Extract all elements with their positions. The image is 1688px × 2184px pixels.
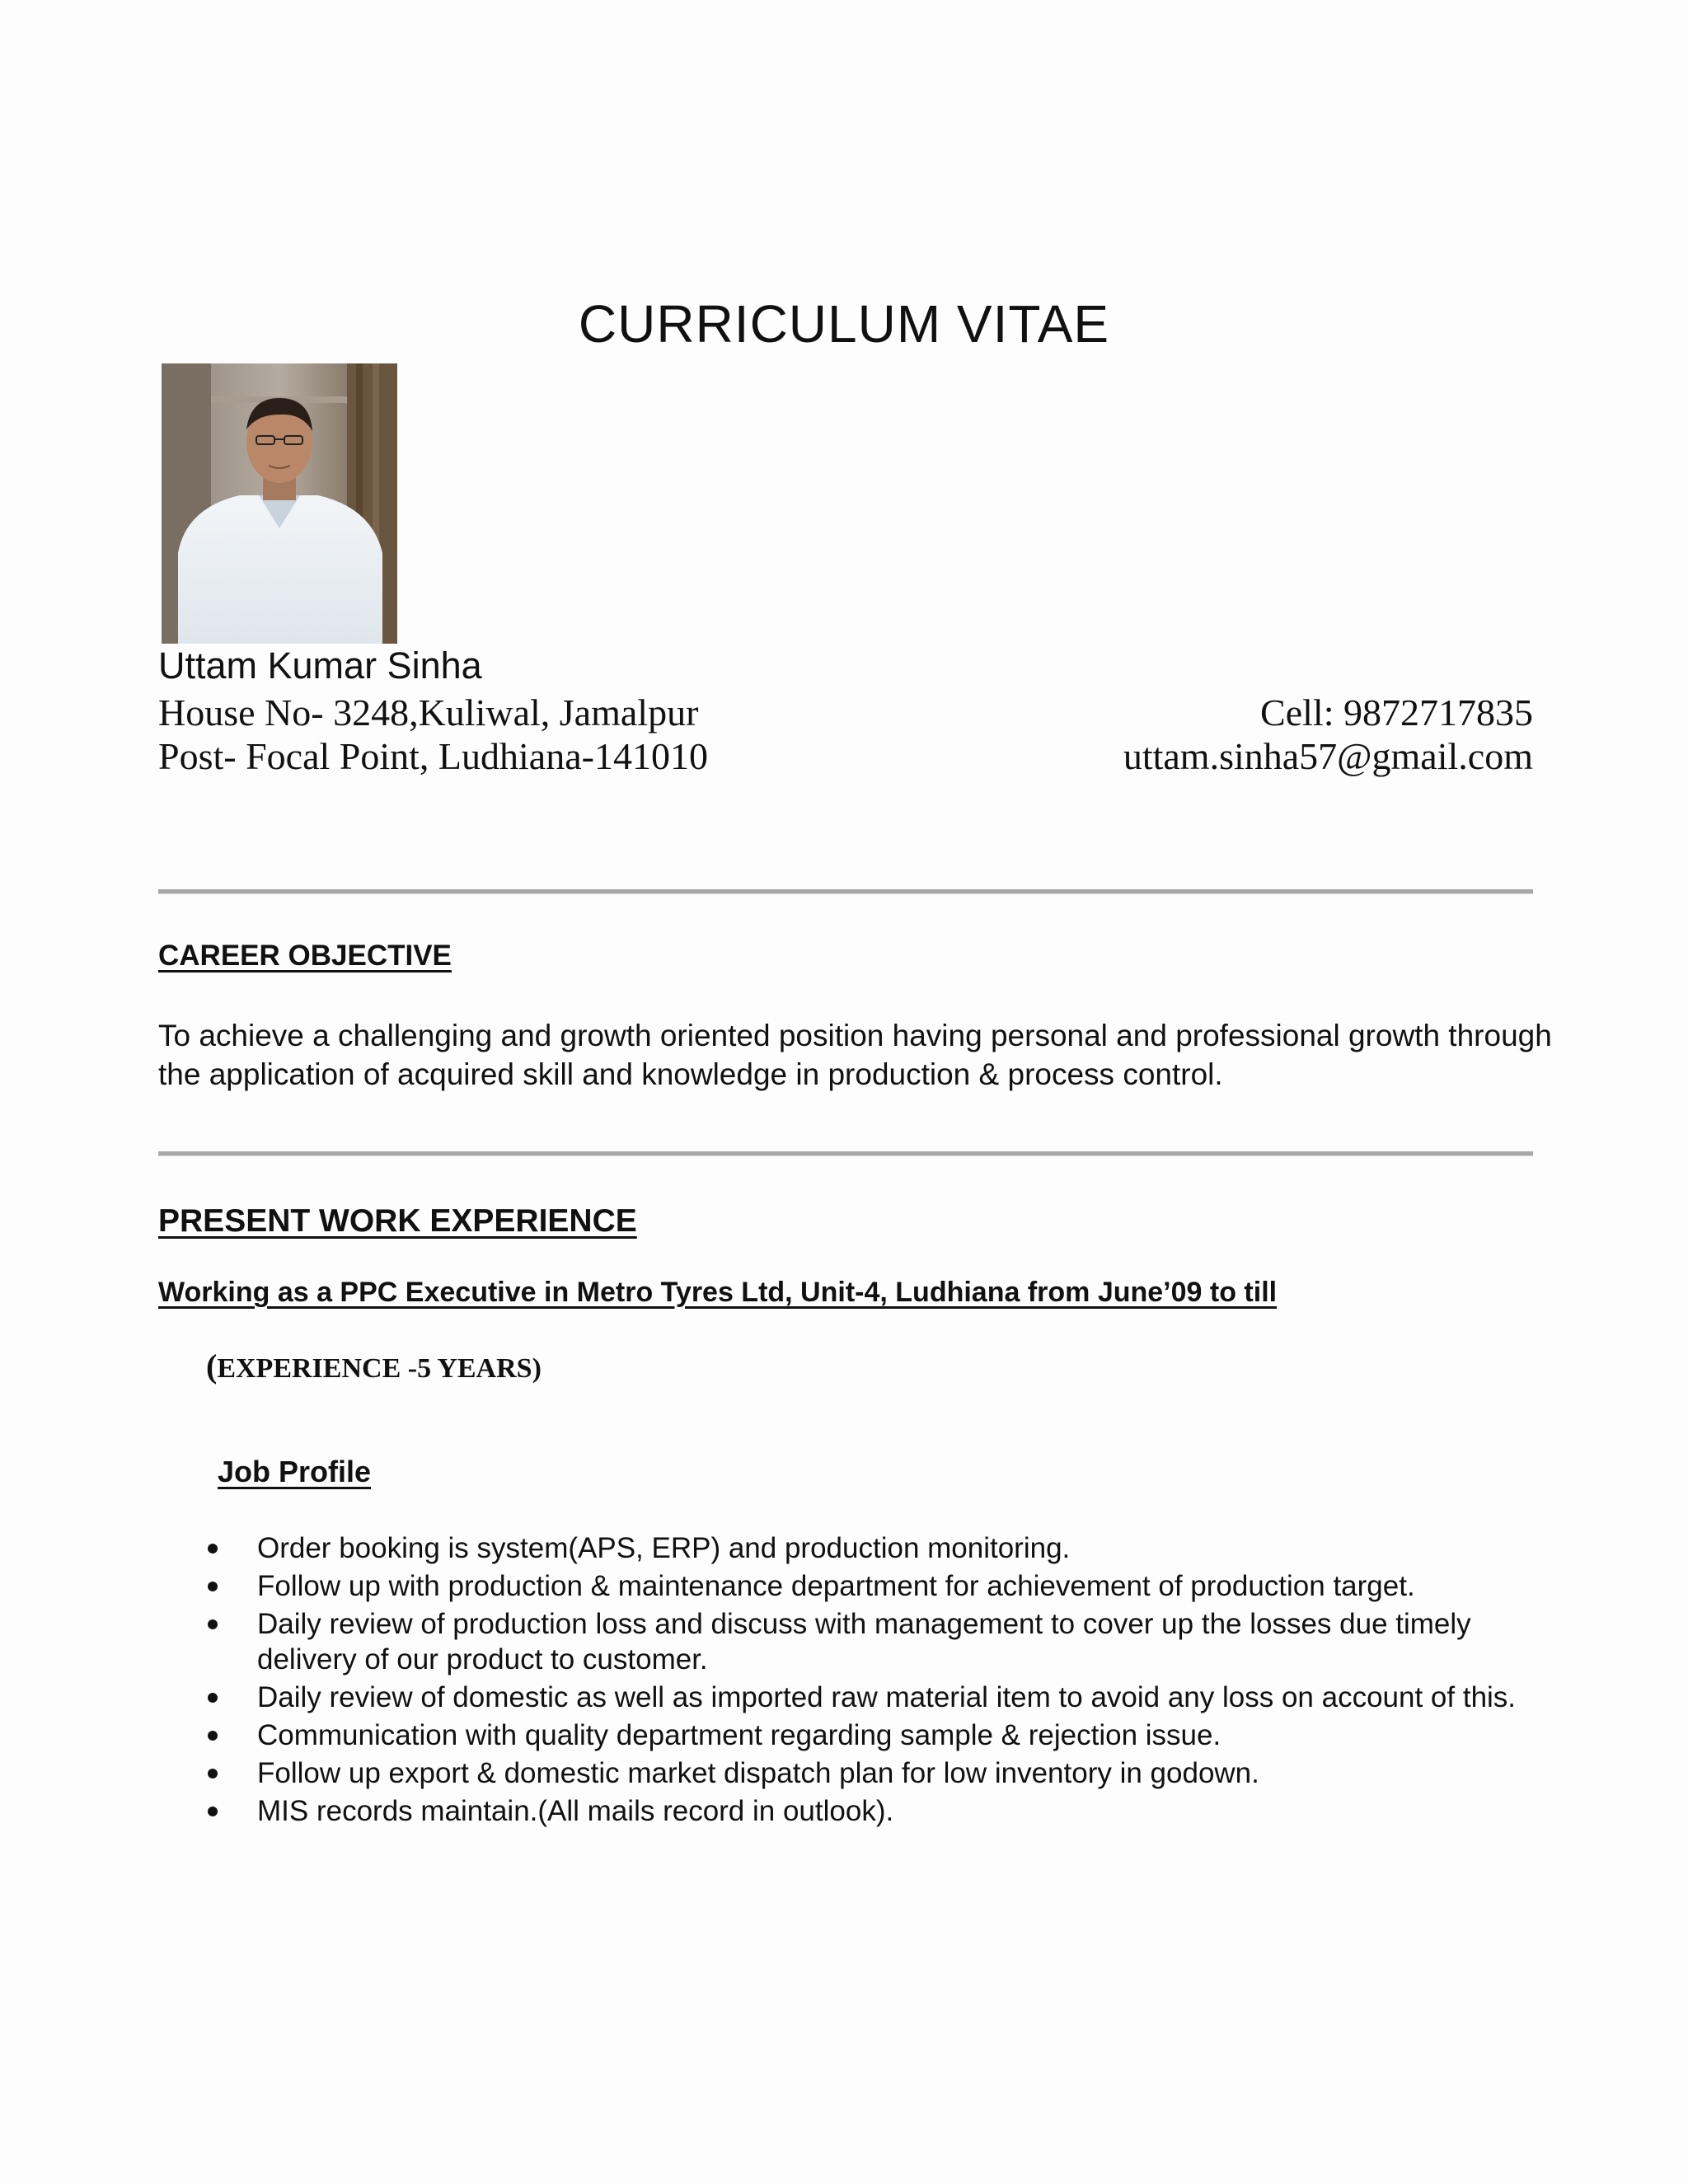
bullet-icon [208,1619,218,1629]
career-objective-heading: CAREER OBJECTIVE [158,940,452,972]
email-address: uttam.sinha57@gmail.com [1123,735,1533,777]
list-item [208,1680,1543,1715]
list-item-text: Daily review of production loss and discuss with management to cover up the losses due timely delivery of our product to customer. [257,1608,1471,1675]
current-position: Working as a PPC Executive in Metro Tyres Ltd, Unit-4, Ludhiana from June’09 to till [158,1277,1278,1308]
job-profile-list [208,1530,1543,1831]
list-item-text: Daily review of domestic as well as imported raw material item to avoid any loss on account of this. [257,1681,1517,1713]
profile-photo [162,363,397,644]
list-item-text: Follow up with production & maintenance department for achievement of production target. [257,1570,1415,1602]
address-line-1: House No- 3248,Kuliwal, Jamalpur [158,691,699,733]
present-work-heading: PRESENT WORK EXPERIENCE [158,1203,637,1239]
divider [158,1151,1533,1156]
experience-duration [206,1347,542,1385]
experience-text: EXPERIENCE -5 YEARS) [217,1353,542,1384]
candidate-name: Uttam Kumar Sinha [158,644,482,687]
list-item [208,1568,1543,1604]
list-item [208,1530,1543,1566]
list-item [208,1718,1543,1753]
list-item-text: Follow up export & domestic market dispatch plan for low inventory in godown. [257,1757,1259,1789]
bullet-icon [208,1731,218,1741]
bullet-icon [208,1807,218,1816]
divider [158,889,1533,894]
job-profile-heading: Job Profile [218,1455,372,1488]
bullet-icon [208,1693,218,1703]
address-line-2: Post- Focal Point, Ludhiana-141010 [158,735,708,777]
list-item [208,1755,1543,1791]
cell-number: Cell: 9872717835 [1260,691,1533,733]
experience-open-paren: ( [206,1347,218,1385]
list-item-text: MIS records maintain.(All mails record in outlook). [257,1795,894,1827]
document-title: CURRICULUM VITAE [578,294,1110,354]
person-photo-icon [162,363,397,644]
bullet-icon [208,1582,218,1591]
list-item-text: Communication with quality department regarding sample & rejection issue. [257,1719,1221,1751]
list-item [208,1606,1543,1677]
career-objective-text: To achieve a challenging and growth oriented position having personal and professional growth through the application of acquired skill and knowledge in production & process control. [158,1019,1552,1091]
bullet-icon [208,1769,218,1779]
list-item-text: Order booking is system(APS, ERP) and production monitoring. [257,1532,1071,1564]
bullet-icon [208,1544,218,1554]
list-item [208,1793,1543,1829]
